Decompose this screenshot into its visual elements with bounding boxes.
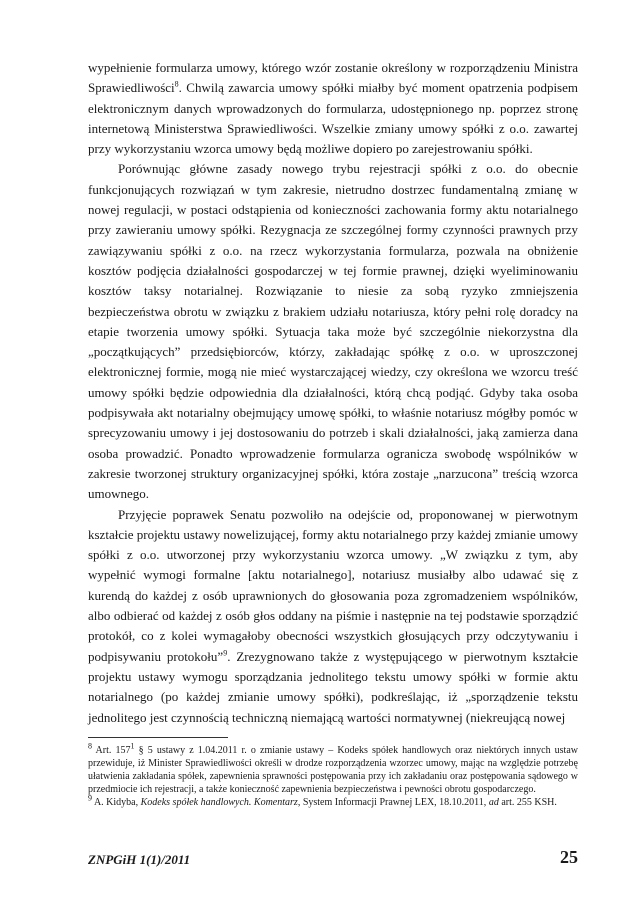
page-number: 25	[560, 847, 578, 867]
paragraph	[88, 159, 578, 504]
text-run: . Zrezygnowano także z występującego w pierwotnym kształcie projektu ustawy wymogu sporządzania jednolitego tekstu umowy spółki w formie aktu notarialnego (po każdej zmianie umowy spółki), podkreślając, iż „sporządzenie tekstu jednolitego jest czynnością techniczną niemającą wartości normatywnej (niekreującą nowej	[88, 648, 578, 725]
italic-text: Kodeks spółek handlowych. Komentarz	[140, 796, 298, 808]
footnotes	[88, 741, 579, 809]
document-page	[88, 58, 578, 809]
journal-name: ZNPGiH 1(1)/2011	[88, 852, 191, 867]
footnote-separator	[88, 737, 228, 738]
footnote-reference: 9	[88, 793, 92, 803]
text-run: § 5 ustawy z 1.04.2011 r. o zmianie ustawy – Kodeks spółek handlowych oraz niektórych innych ustaw przewiduje, iż Minister Sprawiedliwości określi w drodze rozporządzenia wzorzec umowy, mając na względzie potrzebę ułatwienia zakładania spółek, zapewnienia sprawności postępowania przy ich zakładaniu oraz postępowania sądowego w przedmiocie ich rejestracji, a także konieczność zapewnienia bezpieczeństwa i pewności obrotu gospodarczego.	[88, 744, 579, 795]
footnote-reference: 9	[223, 648, 228, 658]
footnote	[88, 741, 579, 796]
paragraph	[88, 58, 578, 159]
text-run: art. 255 KSH.	[498, 796, 557, 808]
text-run: . Chwilą zawarcia umowy spółki miałby być moment opatrzenia podpisem elektronicznym danych wprowadzonych do formularza, udostępnionego np. poprzez stronę internetową Ministerstwa Sprawiedliwości. Wszelkie zmiany umowy spółki z o.o. zawartej przy wykorzystaniu wzorca umowy będą możliwe dopiero po zarejestrowaniu spółki.	[88, 80, 578, 157]
italic-text: ad	[488, 796, 499, 808]
text-run: Porównując główne zasady nowego trybu rejestracji spółki z o.o. do obecnie funkcjonujących rozwiązań w tym zakresie, nietrudno dostrzec fundamentalną zmianę w nowej regulacji, w postaci odstąpienia od konieczności zachowania formy aktu notarialnego przy zawieraniu umowy spółki. Rezygnacja ze szczególnej formy czynności prawnych przy zawiązywaniu spółki z o.o. na rzecz wykorzystania formularza, pozwala na obniżenie kosztów podjęcia działalności gospodarczej w tej formie prawnej, dzięki wyeliminowaniu kosztów taksy notarialnej. Rozwiązanie to niesie za sobą ryzyko zmniejszenia bezpieczeństwa obrotu w związku z brakiem udziału notariusza, który pełni rolę doradcy na etapie tworzenia umowy spółki. Sytuacja taka może być szczególnie niekorzystna dla „początkujących” przedsiębiorców, którzy, zakładając spółkę z o.o. w uproszczonej elektronicznej formie, mogą nie mieć wystarczającej wiedzy, czy określona we wzorcu treść umowy spółki będzie odpowiednia dla działalności, którą chcą podjąć. Gdyby taka osoba podpisywała akt notarialny obejmujący umowę spółki, to właśnie notariusz mógłby pomóc w sprecyzowaniu umowy i jej dostosowaniu do potrzeb i skali działalności, jaką zamierza dana osoba prowadzić. Ponadto wprowadzenie formularza ogranicza swobodę wspólników w zakresie tworzonej struktury organizacyjnej spółki, która zostaje „narzucona” treścią wzorca umownego.	[88, 161, 578, 502]
footnote-reference: 8	[174, 79, 179, 89]
page-footer	[88, 847, 578, 869]
text-run: wypełnienie formularza umowy, którego wzór zostanie określony w rozporządzeniu Ministra Sprawiedliwości	[88, 60, 578, 96]
footnote-reference: 8	[88, 741, 92, 751]
footnote	[88, 793, 578, 809]
text-run: Przyjęcie poprawek Senatu pozwoliło na odejście od, proponowanej w pierwotnym kształcie projektu ustawy nowelizującej, formy aktu notarialnego przy każdej zmianie umowy spółki z o.o. utworzonej przy wykorzystaniu wzorca umowy. „W związku z tym, aby wypełnić wymogi formalne [aktu notarialnego], notariusz musiałby albo udawać się z kurendą do każdej z osób uprawnionych do głosowania poza zgromadzeniem wspólników, albo odbierać od każdej z osób głos oddany na piśmie i następnie na tej podstawie sporządzić protokół, co z kolei wymagałoby obecności wszystkich głosujących przy odczytywaniu i podpisywaniu protokołu”	[88, 506, 578, 664]
body-text	[88, 58, 578, 728]
footnote-reference: 1	[130, 741, 135, 751]
text-run: Art. 157	[92, 744, 131, 756]
text-run: A. Kidyba,	[92, 796, 141, 808]
text-run: , System Informacji Prawnej LEX, 18.10.2011,	[297, 796, 489, 808]
paragraph	[88, 505, 578, 728]
